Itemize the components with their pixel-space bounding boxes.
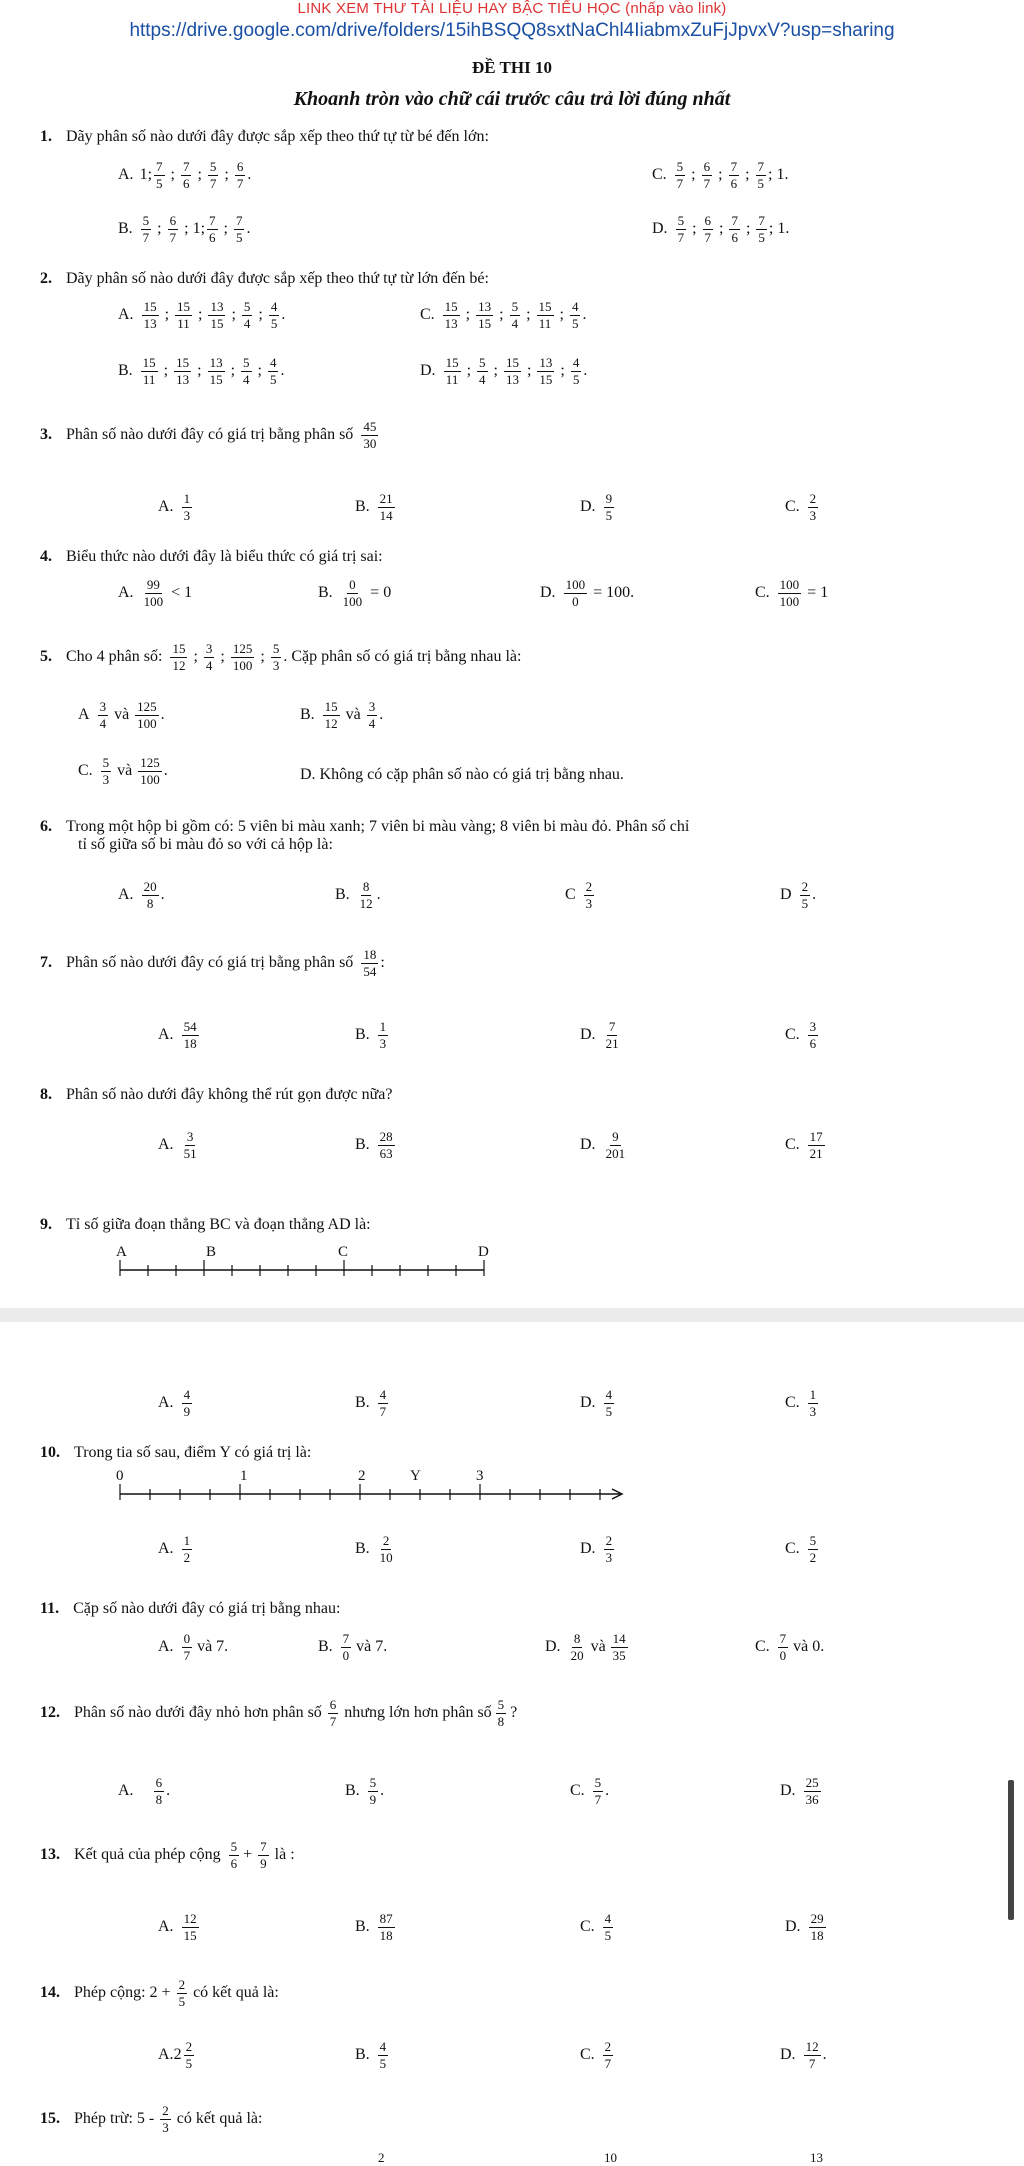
question-11: 11. Cặp số nào dưới đây có giá trị bằng nhau:	[40, 1600, 341, 1617]
q12-option-d[interactable]: D. $\frac{25}{36}$	[780, 1775, 819, 1807]
q9-option-b[interactable]: B. $\frac{4}{7}$	[355, 1387, 387, 1419]
q3-option-b[interactable]: B. $\frac{21}{14}$	[355, 491, 393, 523]
question-3: 3. Phân số nào dưới đây có giá trị bằng phân số $\frac{45}{30}$	[40, 419, 377, 451]
q13-option-a[interactable]: A. $\frac{12}{15}$	[158, 1911, 197, 1943]
tick-label-1: 1	[240, 1468, 248, 1484]
q13-option-c[interactable]: C. $\frac{4}{5}$	[580, 1911, 612, 1943]
q1-option-d[interactable]: D. $\frac{5}{7}$ ; $\frac{6}{7}$ ; $\frac{7}{6}$ ; $\frac{7}{5}$ ; 1.	[652, 213, 790, 245]
q9-segment-diagram	[110, 1240, 510, 1282]
q8-option-c[interactable]: C. $\frac{17}{21}$	[785, 1129, 823, 1161]
q8-option-d[interactable]: D. $\frac{9}{201}$	[580, 1129, 626, 1161]
q12-option-a[interactable]: A. $\frac{6}{8}$ .	[118, 1775, 171, 1807]
q11-option-b[interactable]: B. $\frac{7}{0}$ và 7.	[318, 1631, 388, 1663]
question-6: 6. Trong một hộp bi gồm có: 5 viên bi màu xanh; 7 viên bi màu vàng; 8 viên bi màu đỏ. Phân số chỉ	[40, 818, 690, 835]
q5-option-c[interactable]: C. $\frac{5}{3}$ và $\frac{125}{100}$ .	[78, 755, 168, 787]
q8-option-a[interactable]: A. $\frac{3}{51}$	[158, 1129, 197, 1161]
q7-option-d[interactable]: D. $\frac{7}{21}$	[580, 1019, 619, 1051]
scrollbar-thumb[interactable]	[1008, 1780, 1014, 1920]
q8-option-b[interactable]: B. $\frac{28}{63}$	[355, 1129, 393, 1161]
q5-option-d[interactable]: D. Không có cặp phân số nào có giá trị bằng nhau.	[300, 766, 624, 783]
q15-partial-option: 13	[810, 2150, 823, 2165]
drive-link[interactable]: https://drive.google.com/drive/folders/15ihBSQQ8sxtNaChl4IiabmxZuFjJpvxV?usp=sharing	[129, 20, 895, 41]
link-title[interactable]: LINK XEM THƯ TÀI LIỆU HAY BẬC TIỂU HỌC (nhấp vào link)	[297, 0, 727, 17]
q10-option-c[interactable]: C. $\frac{5}{2}$	[785, 1533, 817, 1565]
question-15: 15. Phép trừ: 5 - $\frac{2}{3}$ có kết quả là:	[40, 2103, 263, 2135]
question-13: 13. Kết quả của phép cộng $\frac{5}{6}$ + $\frac{7}{9}$ là :	[40, 1839, 295, 1871]
question-14: 14. Phép cộng: 2 + $\frac{2}{5}$ có kết quả là:	[40, 1977, 279, 2009]
point-y-label: Y	[410, 1468, 421, 1484]
q7-option-a[interactable]: A. $\frac{54}{18}$	[158, 1019, 197, 1051]
q1-option-b[interactable]: B. $\frac{5}{7}$ ; $\frac{6}{7}$ ; 1; $\frac{7}{6}$ ; $\frac{7}{5}$ .	[118, 213, 251, 245]
q2-option-a[interactable]: A. $\frac{15}{13}$ ; $\frac{15}{11}$ ; $\frac{13}{15}$ ; $\frac{5}{4}$ ; $\frac{4}{5}$ .	[118, 299, 286, 331]
q2-option-d[interactable]: D. $\frac{15}{11}$ ; $\frac{5}{4}$ ; $\frac{15}{13}$ ; $\frac{13}{15}$ ; $\frac{4}{5}$ .	[420, 355, 588, 387]
q3-option-d[interactable]: D. $\frac{9}{5}$	[580, 491, 613, 523]
q6-option-d[interactable]: D $\frac{2}{5}$ .	[780, 879, 817, 911]
q15-partial-option: 2	[378, 2150, 385, 2165]
tick-label-0: 0	[116, 1468, 124, 1484]
q13-option-b[interactable]: B. $\frac{87}{18}$	[355, 1911, 393, 1943]
question-12: 12. Phân số nào dưới đây nhỏ hơn phân số $\frac{6}{7}$ nhưng lớn hơn phân số $\frac{5}{8}$ ?	[40, 1697, 518, 1729]
q6-option-c[interactable]: C $\frac{2}{3}$	[565, 879, 593, 911]
page-break	[0, 1308, 1024, 1322]
q4-option-c[interactable]: C. $\frac{100}{100}$ = 1	[755, 577, 829, 609]
point-d-label: D	[478, 1244, 489, 1260]
q11-option-c[interactable]: C. $\frac{7}{0}$ và 0.	[755, 1631, 825, 1663]
point-a-label: A	[116, 1244, 127, 1260]
q1-option-c[interactable]: C. $\frac{5}{7}$ ; $\frac{6}{7}$ ; $\frac{7}{6}$ ; $\frac{7}{5}$ ; 1.	[652, 159, 789, 191]
q3-option-a[interactable]: A. $\frac{1}{3}$	[158, 491, 191, 523]
q10-option-d[interactable]: D. $\frac{2}{3}$	[580, 1533, 613, 1565]
q10-number-line	[110, 1464, 650, 1506]
q10-option-a[interactable]: A. $\frac{1}{2}$	[158, 1533, 191, 1565]
q6-option-a[interactable]: A. $\frac{20}{8}$ .	[118, 879, 165, 911]
q11-option-d[interactable]: D. $\frac{8}{20}$ và $\frac{14}{35}$	[545, 1631, 626, 1663]
q13-option-d[interactable]: D. $\frac{29}{18}$	[785, 1911, 824, 1943]
tick-label-2: 2	[358, 1468, 366, 1484]
q2-option-b[interactable]: B. $\frac{15}{11}$ ; $\frac{15}{13}$ ; $\frac{13}{15}$ ; $\frac{5}{4}$ ; $\frac{4}{5}$ .	[118, 355, 285, 387]
question-5: 5. Cho 4 phân số: $\frac{15}{12}$ ; $\frac{3}{4}$ ; $\frac{125}{100}$ ; $\frac{5}{3}$ . Cặp phân số có giá trị bằng nhau là:	[40, 641, 522, 673]
q14-option-a[interactable]: A. 2 $\frac{2}{5}$	[158, 2039, 193, 2071]
question-10: 10. Trong tia số sau, điểm Y có giá trị là:	[40, 1444, 312, 1461]
q15-partial-option: 10	[604, 2150, 617, 2165]
question-6-line2: tỉ số giữa số bi màu đỏ so với cả hộp là:	[78, 836, 333, 853]
q9-option-a[interactable]: A. $\frac{4}{9}$	[158, 1387, 191, 1419]
q4-option-a[interactable]: A. $\frac{99}{100}$ < 1	[118, 577, 193, 609]
exam-instruction: Khoanh tròn vào chữ cái trước câu trả lời đúng nhất	[293, 88, 731, 110]
question-2: 2. Dãy phân số nào dưới đây được sắp xếp theo thứ tự từ lớn đến bé:	[40, 270, 489, 287]
q14-option-d[interactable]: D. $\frac{12}{7}$ .	[780, 2039, 827, 2071]
q7-option-b[interactable]: B. $\frac{1}{3}$	[355, 1019, 387, 1051]
q11-option-a[interactable]: A. $\frac{0}{7}$ và 7.	[158, 1631, 229, 1663]
exam-title: ĐỀ THI 10	[472, 58, 552, 77]
q9-option-d[interactable]: D. $\frac{4}{5}$	[580, 1387, 613, 1419]
q4-option-d[interactable]: D. $\frac{100}{0}$ = 100.	[540, 577, 635, 609]
tick-label-3: 3	[476, 1468, 484, 1484]
point-b-label: B	[206, 1244, 217, 1260]
q2-option-c[interactable]: C. $\frac{15}{13}$ ; $\frac{13}{15}$ ; $\frac{5}{4}$ ; $\frac{15}{11}$ ; $\frac{4}{5}$ .	[420, 299, 587, 331]
q9-option-c[interactable]: C. $\frac{1}{3}$	[785, 1387, 817, 1419]
q4-option-b[interactable]: B. $\frac{0}{100}$ = 0	[318, 577, 392, 609]
q7-option-c[interactable]: C. $\frac{3}{6}$	[785, 1019, 817, 1051]
q14-option-c[interactable]: C. $\frac{2}{7}$	[580, 2039, 612, 2071]
q1-option-a[interactable]: A. 1; $\frac{7}{5}$ ; $\frac{7}{6}$ ; $\frac{5}{7}$ ; $\frac{6}{7}$ .	[118, 159, 252, 191]
question-4: 4. Biểu thức nào dưới đây là biểu thức có giá trị sai:	[40, 548, 383, 565]
q10-option-b[interactable]: B. $\frac{2}{10}$	[355, 1533, 393, 1565]
q6-option-b[interactable]: B. $\frac{8}{12}$ .	[335, 879, 381, 911]
question-9: 9. Tỉ số giữa đoạn thẳng BC và đoạn thẳng AD là:	[40, 1216, 371, 1233]
question-8: 8. Phân số nào dưới đây không thể rút gọn được nữa?	[40, 1086, 393, 1103]
question-7: 7. Phân số nào dưới đây có giá trị bằng phân số $\frac{18}{54}$ :	[40, 947, 385, 979]
q14-option-b[interactable]: B. $\frac{4}{5}$	[355, 2039, 387, 2071]
q5-option-b[interactable]: B. $\frac{15}{12}$ và $\frac{3}{4}$ .	[300, 699, 384, 731]
point-c-label: C	[338, 1244, 349, 1260]
q12-option-c[interactable]: C. $\frac{5}{7}$ .	[570, 1775, 610, 1807]
q12-option-b[interactable]: B. $\frac{5}{9}$ .	[345, 1775, 385, 1807]
q3-option-c[interactable]: C. $\frac{2}{3}$	[785, 491, 817, 523]
question-1: 1. Dãy phân số nào dưới đây được sắp xếp theo thứ tự từ bé đến lớn:	[40, 128, 489, 145]
q5-option-a[interactable]: A $\frac{3}{4}$ và $\frac{125}{100}$ .	[78, 699, 165, 731]
